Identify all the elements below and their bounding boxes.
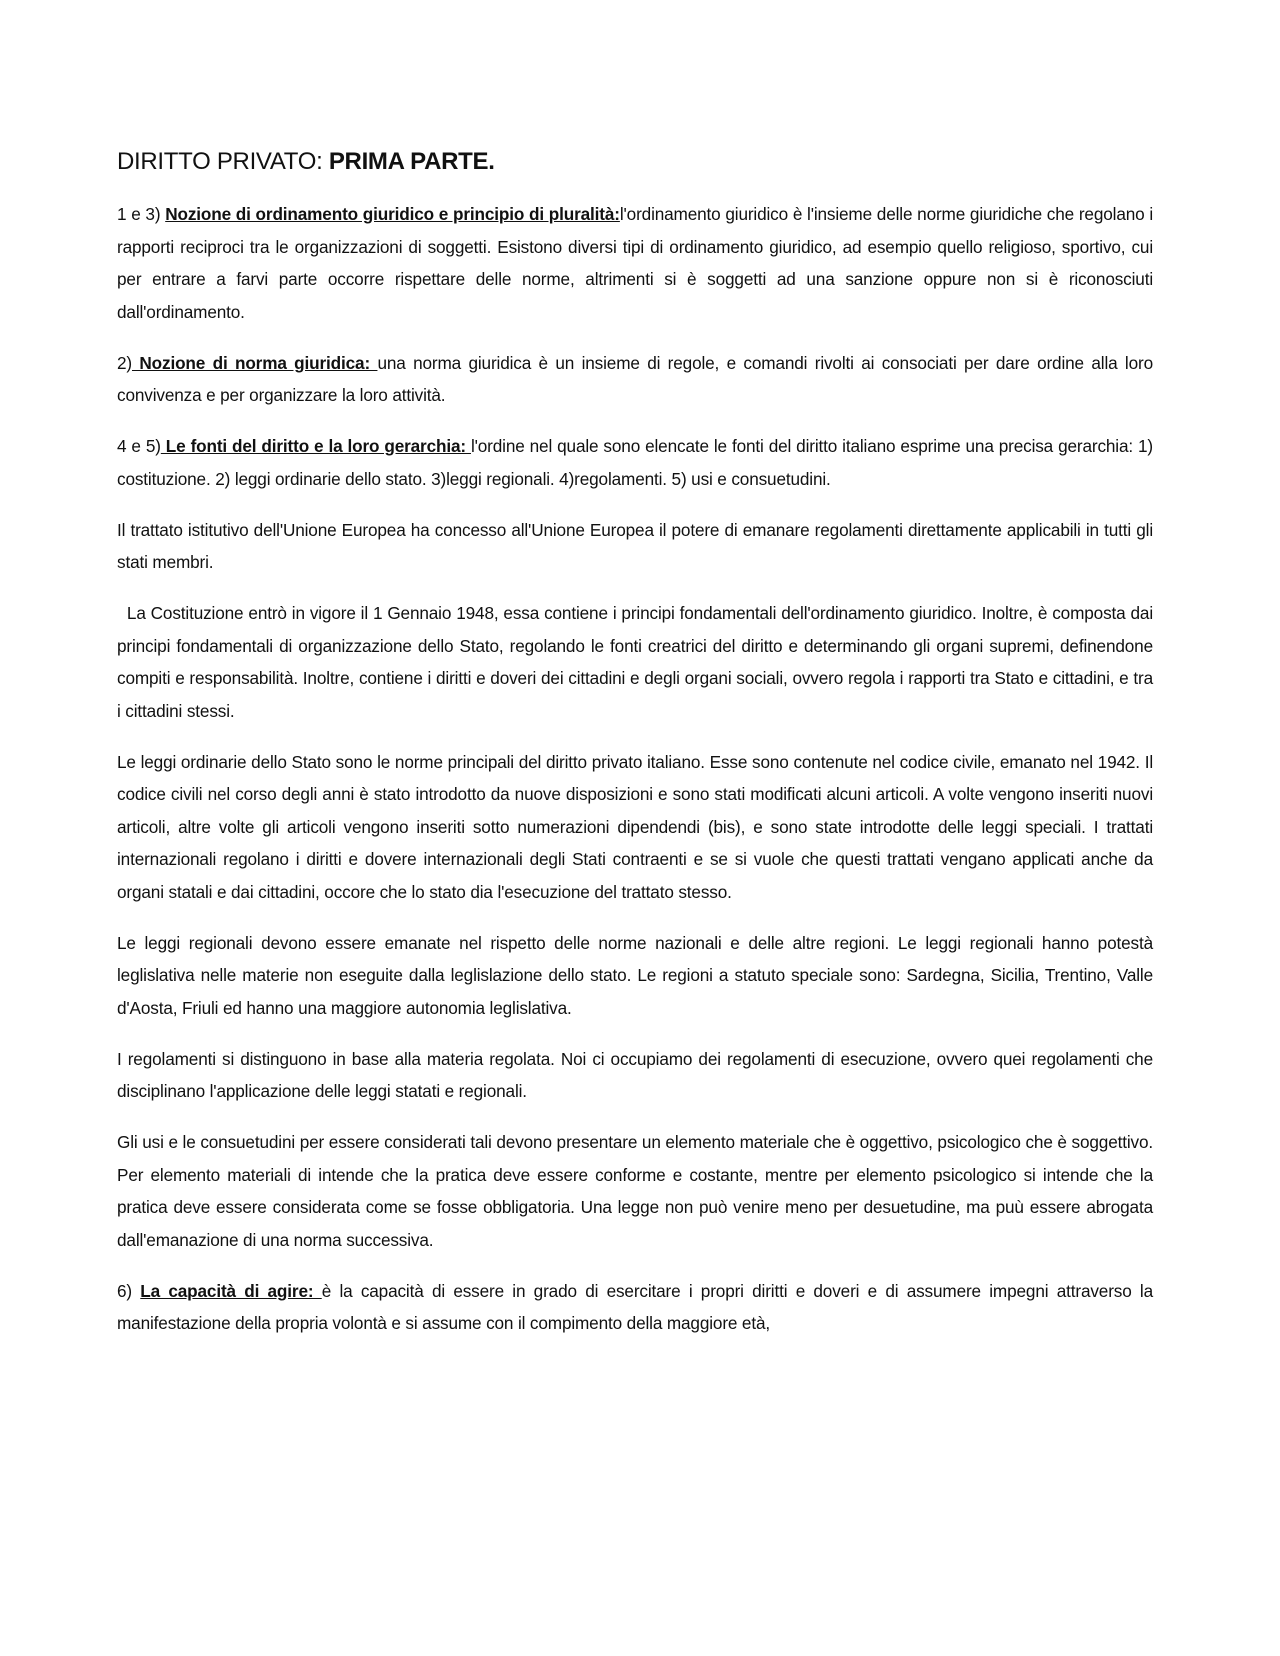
paragraph	[117, 746, 1153, 909]
section-number: 6)	[117, 1280, 141, 1301]
title-bold: PRIMA PARTE.	[328, 148, 495, 175]
paragraph	[117, 1043, 1153, 1108]
section-heading: Nozione di norma giuridica:	[131, 352, 378, 373]
paragraph	[117, 430, 1153, 495]
paragraph	[117, 1126, 1153, 1256]
paragraph	[117, 514, 1153, 579]
paragraph	[117, 347, 1153, 412]
paragraph-text: Gli usi e le consuetudini per essere considerati tali devono presentare un elemento materiale che è oggettivo, psicologico che è soggettivo. Per elemento materiali di intende che la pratica deve essere conforme e costante, mentre per elemento psicologico si intende che la pratica deve essere considerata come se fosse obbligatoria. Una legge non può venire meno per desuetudine, ma puù essere abrogata dall'emanazione di una norma successiva.	[117, 1132, 1153, 1250]
paragraph	[117, 198, 1153, 328]
paragraph	[117, 597, 1153, 727]
paragraph-text: l'ordinamento giuridico è l'insieme delle norme giuridiche che regolano i rapporti reciproci tra le organizzazioni di soggetti. Esistono diversi tipi di ordinamento giuridico, ad esempio quello religioso, sportivo, cui per entrare a farvi parte occorre rispettare delle norme, altrimenti si è soggetti ad una sanzione oppure non si è riconosciuti dall'ordinamento.	[117, 204, 1154, 322]
paragraph-text: Il trattato istitutivo dell'Unione Europea ha concesso all'Unione Europea il potere di emanare regolamenti direttamente applicabili in tutti gli stati membri.	[117, 519, 1153, 572]
section-heading: Nozione di ordinamento giuridico e principio di pluralità:	[165, 204, 620, 224]
section-heading: La capacità di agire:	[140, 1280, 322, 1301]
section-number: 2)	[117, 352, 132, 373]
paragraph-text: una norma giuridica è un insieme di regole, e comandi rivolti ai consociati per dare ordine alla loro convivenza e per organizzare la loro attività.	[117, 352, 1153, 405]
section-number: 1 e 3)	[117, 204, 166, 224]
document-page	[117, 148, 1153, 1358]
title-normal: DIRITTO PRIVATO:	[117, 148, 329, 175]
paragraph-text: Le leggi regionali devono essere emanate nel rispetto delle norme nazionali e delle altre regioni. Le leggi regionali hanno potestà leglislativa nelle materie non eseguite dalla leglislazione dello stato. Le regioni a statuto speciale sono: Sardegna, Sicilia, Trentino, Valle d'Aosta, Friuli ed hanno una maggiore autonomia leglislativa.	[117, 932, 1153, 1018]
paragraph	[117, 1275, 1153, 1340]
paragraph-text: l'ordine nel quale sono elencate le fonti del diritto italiano esprime una precisa gerarchia: 1) costituzione. 2) leggi ordinarie dello stato. 3)leggi regionali. 4)regolamenti. 5) usi e consuetudini.	[117, 436, 1153, 489]
document-title	[117, 148, 1153, 176]
section-number: 4 e 5)	[117, 436, 161, 456]
paragraph-text: Le leggi ordinarie dello Stato sono le norme principali del diritto privato italiano. Esse sono contenute nel codice civile, emanato nel 1942. Il codice civili nel corso degli anni è stato introdotto da nuove disposizioni e sono stati modificati alcuni articoli. A volte vengono inseriti nuovi articoli, altre volte gli articoli vengono inseriti sotto numerazioni dipendendi (bis), e sono state introdotte delle leggi speciali. I trattati internazionali regolano i diritti e dovere internazionali degli Stati contraenti e se si vuole che questi trattati vengano applicati anche da organi statali e dai cittadini, occore che lo stato dia l'esecuzione del trattato stesso.	[117, 751, 1153, 902]
paragraph-text: è la capacità di essere in grado di esercitare i propri diritti e doveri e di assumere impegni attraverso la manifestazione della propria volontà e si assume con il compimento della maggiore età,	[117, 1280, 1154, 1333]
paragraph	[117, 927, 1153, 1025]
paragraph-text: La Costituzione entrò in vigore il 1 Gennaio 1948, essa contiene i principi fondamentali dell'ordinamento giuridico. Inoltre, è composta dai principi fondamentali di organizzazione dello Stato, regolando le fonti creatrici del diritto e determinando gli organi supremi, definendone compiti e responsabilità. Inoltre, contiene i diritti e doveri dei cittadini e degli organi sociali, ovvero regola i rapporti tra Stato e cittadini, e tra i cittadini stessi.	[117, 603, 1153, 721]
paragraph-text: I regolamenti si distinguono in base alla materia regolata. Noi ci occupiamo dei regolamenti di esecuzione, ovvero quei regolamenti che disciplinano l'applicazione delle leggi statati e regionali.	[117, 1048, 1153, 1101]
section-heading: Le fonti del diritto e la loro gerarchia:	[160, 436, 471, 456]
